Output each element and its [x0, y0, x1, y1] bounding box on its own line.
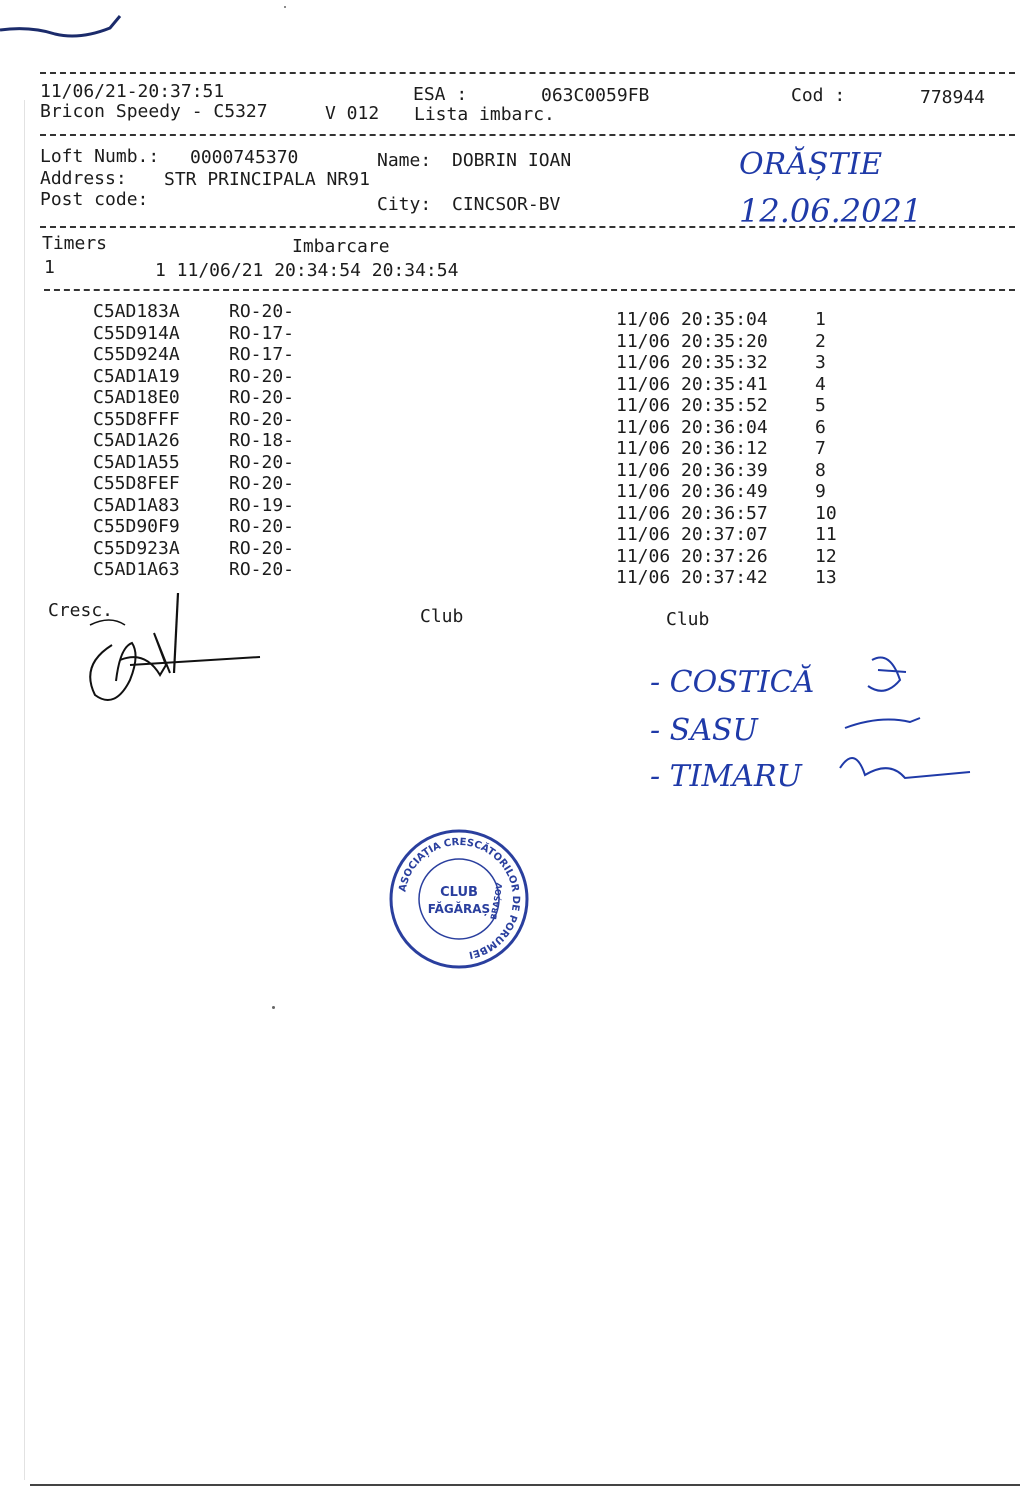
sequence-number: 6 — [815, 416, 826, 438]
sequence-number: 2 — [815, 330, 826, 352]
svg-text:CLUB: CLUB — [440, 885, 478, 900]
divider — [44, 289, 1015, 291]
sequence-number: 13 — [815, 567, 837, 588]
chip-id: C5AD18E0 — [93, 387, 180, 408]
timers-label: Timers — [42, 233, 108, 254]
club-stamp — [388, 828, 530, 970]
ring-country-year: RO-20- — [229, 537, 295, 559]
ring-country-year: RO-18- — [229, 430, 295, 451]
device-name: Bricon Speedy - C5327 — [40, 101, 268, 122]
svg-text:ASOCIAȚIA CRESCĂTORILOR DE POR: ASOCIAȚIA CRESCĂTORILOR DE PORUMBEI — [397, 836, 522, 961]
ring-country-year: RO-20- — [229, 473, 295, 494]
svg-text:- SASU: - SASU — [650, 713, 758, 748]
address-value: STR PRINCIPALA NR91 — [164, 169, 370, 190]
sequence-number: 7 — [815, 438, 826, 459]
arrival-time: 11/06 20:37:07 — [616, 524, 768, 545]
arrival-time: 11/06 20:35:04 — [616, 309, 768, 330]
breeder-signature — [50, 585, 280, 715]
ring-country-year: RO-20- — [229, 387, 295, 408]
firmware-version: V 012 — [325, 103, 380, 124]
chip-id: C55D924A — [93, 344, 180, 365]
chip-id: C55D923A — [93, 537, 180, 559]
chip-id: C55D8FEF — [93, 473, 180, 494]
handwritten-club-members — [650, 640, 980, 810]
owner-name: DOBRIN IOAN — [452, 150, 572, 171]
ring-country-year: RO-19- — [229, 494, 295, 516]
sequence-number: 10 — [815, 502, 837, 524]
svg-text:FĂGĂRAȘ: FĂGĂRAȘ — [427, 902, 491, 916]
svg-text:ORĂȘTIE: ORĂȘTIE — [739, 147, 883, 182]
ring-country-year: RO-20- — [229, 516, 295, 537]
ring-country-year: RO-20- — [229, 301, 295, 322]
club-label-2: Club — [666, 609, 710, 630]
sequence-number: 3 — [815, 352, 826, 373]
city-value: CINCSOR-BV — [452, 194, 561, 215]
page-margin-line — [24, 100, 25, 1480]
arrival-time: 11/06 20:36:39 — [616, 459, 768, 481]
arrival-time: 11/06 20:35:20 — [616, 330, 768, 352]
arrival-time: 11/06 20:35:52 — [616, 395, 768, 416]
name-label: Name: — [377, 150, 432, 171]
scan-edge-mark — [0, 0, 140, 50]
timer-number: 1 — [44, 257, 55, 278]
svg-text:- TIMARU: - TIMARU — [650, 759, 802, 794]
handwritten-place — [735, 142, 895, 184]
chip-id: C5AD1A26 — [93, 430, 180, 451]
esa-label: ESA : — [413, 84, 468, 105]
chip-id: C55D8FFF — [93, 408, 180, 430]
imbarcare-label: Imbarcare — [292, 236, 390, 257]
cod-value: 778944 — [920, 87, 986, 108]
chip-id: C55D90F9 — [93, 516, 180, 537]
svg-text:- COSTICĂ: - COSTICĂ — [650, 665, 815, 700]
chip-id: C5AD1A55 — [93, 451, 180, 473]
arrival-time: 11/06 20:37:26 — [616, 545, 768, 567]
sequence-number: 11 — [815, 524, 837, 545]
club-label-1: Club — [420, 606, 464, 627]
print-datetime: 11/06/21-20:37:51 — [40, 81, 225, 102]
list-title: Lista imbarc. — [414, 104, 555, 125]
sequence-number: 12 — [815, 545, 837, 567]
sequence-number: 8 — [815, 459, 826, 481]
ring-country-year: RO-20- — [229, 559, 295, 580]
scan-speck — [284, 6, 286, 8]
arrival-time: 11/06 20:36:12 — [616, 438, 768, 459]
chip-id: C5AD1A63 — [93, 559, 180, 580]
cresc-label: Cresc. — [48, 600, 114, 621]
city-label: City: — [377, 194, 432, 215]
page-bottom-edge — [30, 1484, 1020, 1486]
chip-id: C55D914A — [93, 322, 180, 344]
cod-label: Cod : — [791, 85, 846, 106]
arrival-time: 11/06 20:35:32 — [616, 352, 768, 373]
svg-text:BRAȘOV: BRAȘOV — [489, 882, 505, 921]
ring-country-year: RO-17- — [229, 322, 295, 344]
sequence-number: 1 — [815, 309, 826, 330]
arrival-time: 11/06 20:35:41 — [616, 373, 768, 395]
timer-entry: 1 11/06/21 20:34:54 20:34:54 — [155, 260, 459, 281]
arrival-time: 11/06 20:37:42 — [616, 567, 768, 588]
sequence-number: 4 — [815, 373, 826, 395]
svg-text:12.06.2021: 12.06.2021 — [739, 192, 923, 230]
address-label: Address: — [40, 168, 127, 189]
chip-id: C5AD183A — [93, 301, 180, 322]
loft-label: Loft Numb.: — [40, 146, 160, 167]
handwritten-date — [735, 186, 935, 234]
ring-country-year: RO-20- — [229, 451, 295, 473]
chip-id: C5AD1A83 — [93, 494, 180, 516]
arrival-time: 11/06 20:36:49 — [616, 481, 768, 502]
esa-value: 063C0059FB — [541, 85, 650, 106]
chip-id: C5AD1A19 — [93, 365, 180, 387]
arrival-time: 11/06 20:36:04 — [616, 416, 768, 438]
scan-speck — [272, 1006, 275, 1009]
ring-country-year: RO-17- — [229, 344, 295, 365]
ring-country-year: RO-20- — [229, 365, 295, 387]
loft-number: 0000745370 — [190, 147, 299, 168]
post-code-label: Post code: — [40, 189, 149, 210]
divider — [40, 72, 1015, 74]
ring-country-year: RO-20- — [229, 408, 295, 430]
sequence-number: 5 — [815, 395, 826, 416]
divider — [40, 134, 1015, 136]
arrival-time: 11/06 20:36:57 — [616, 502, 768, 524]
sequence-number: 9 — [815, 481, 826, 502]
